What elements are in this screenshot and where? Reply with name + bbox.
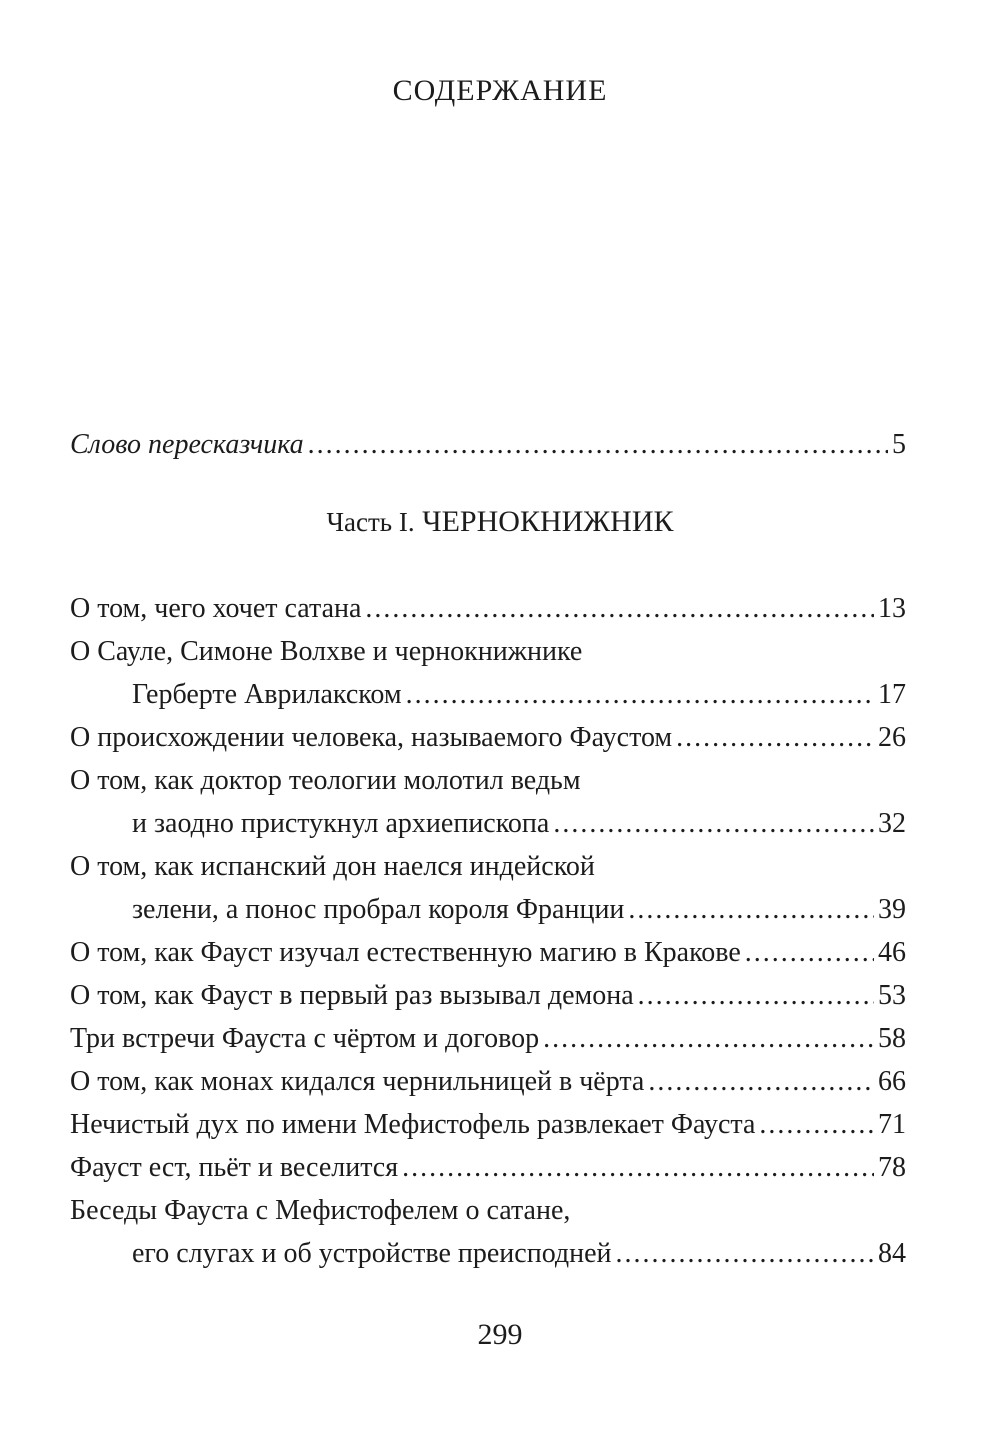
toc-page-number: 5 xyxy=(892,429,906,460)
toc-page-number: 17 xyxy=(878,679,906,710)
toc-entry-title-continued: его слугах и об устройстве преисподней xyxy=(132,1238,612,1269)
part-title: ЧЕРНОКНИЖНИК xyxy=(422,505,674,538)
toc-entry[interactable] xyxy=(70,974,906,1017)
toc-page-number: 84 xyxy=(878,1238,906,1269)
toc-page-number: 71 xyxy=(878,1109,906,1140)
toc-entry[interactable] xyxy=(70,931,906,974)
table-of-contents xyxy=(70,587,906,1275)
toc-page-number: 58 xyxy=(878,1023,906,1054)
toc-entry-title: Беседы Фауста с Мефистофелем о сатане, xyxy=(70,1195,571,1226)
toc-entry-title: Слово пересказчика xyxy=(70,429,304,460)
toc-entry[interactable] xyxy=(70,587,906,630)
toc-entry[interactable] xyxy=(70,1060,906,1103)
toc-page-number: 32 xyxy=(878,808,906,839)
dot-leader xyxy=(543,1017,874,1060)
dot-leader xyxy=(638,974,874,1017)
toc-entry-title: О том, как монах кидался чернильницей в чёрта xyxy=(70,1066,645,1097)
dot-leader xyxy=(745,931,874,974)
dot-leader xyxy=(676,716,874,759)
toc-entry-title: О том, как Фауст в первый раз вызывал демона xyxy=(70,980,634,1011)
toc-page-number: 39 xyxy=(878,894,906,925)
toc-entry-intro[interactable] xyxy=(70,423,906,466)
toc-entry[interactable] xyxy=(70,759,906,845)
part-heading xyxy=(0,505,1000,539)
dot-leader xyxy=(759,1103,874,1146)
dot-leader xyxy=(616,1232,874,1275)
toc-entry[interactable] xyxy=(70,845,906,931)
toc-entry[interactable] xyxy=(70,1017,906,1060)
toc-entry-title: О том, как доктор теологии молотил ведьм xyxy=(70,765,581,796)
dot-leader xyxy=(628,888,874,931)
dot-leader xyxy=(402,1146,874,1189)
toc-entry-title: Нечистый дух по имени Мефистофель развлекает Фауста xyxy=(70,1109,756,1140)
dot-leader xyxy=(406,673,874,716)
toc-page-number: 26 xyxy=(878,722,906,753)
toc-entry[interactable] xyxy=(70,1146,906,1189)
dot-leader xyxy=(553,802,874,845)
toc-entry-title: О том, как Фауст изучал естественную магию в Кракове xyxy=(70,937,741,968)
toc-page-number: 53 xyxy=(878,980,906,1011)
toc-entry-title-continued: и заодно пристукнул архиепископа xyxy=(132,808,550,839)
toc-entry[interactable] xyxy=(70,716,906,759)
toc-entry-title: О Сауле, Симоне Волхве и чернокнижнике xyxy=(70,636,583,667)
dot-leader xyxy=(308,423,888,466)
toc-page-number: 78 xyxy=(878,1152,906,1183)
toc-entry-title: Фауст ест, пьёт и веселится xyxy=(70,1152,399,1183)
toc-entry-title-continued: зелени, а понос пробрал короля Франции xyxy=(132,894,625,925)
toc-entry-title: Три встречи Фауста с чёртом и договор xyxy=(70,1023,540,1054)
page-title: СОДЕРЖАНИЕ xyxy=(392,74,608,107)
toc-page-number: 66 xyxy=(878,1066,906,1097)
toc-entry[interactable] xyxy=(70,630,906,716)
toc-entry-title: О том, как испанский дон наелся индейской xyxy=(70,851,595,882)
part-label: Часть I. xyxy=(326,507,415,537)
page-number: 299 xyxy=(477,1318,523,1351)
dot-leader xyxy=(648,1060,874,1103)
toc-entry-title: О происхождении человека, называемого Фаустом xyxy=(70,722,673,753)
toc-entry[interactable] xyxy=(70,1189,906,1275)
toc-page-number: 13 xyxy=(878,593,906,624)
toc-entry-title-continued: Герберте Аврилакском xyxy=(132,679,402,710)
toc-page-number: 46 xyxy=(878,937,906,968)
dot-leader xyxy=(365,587,874,630)
toc-entry-title: О том, чего хочет сатана xyxy=(70,593,362,624)
toc-entry[interactable] xyxy=(70,1103,906,1146)
